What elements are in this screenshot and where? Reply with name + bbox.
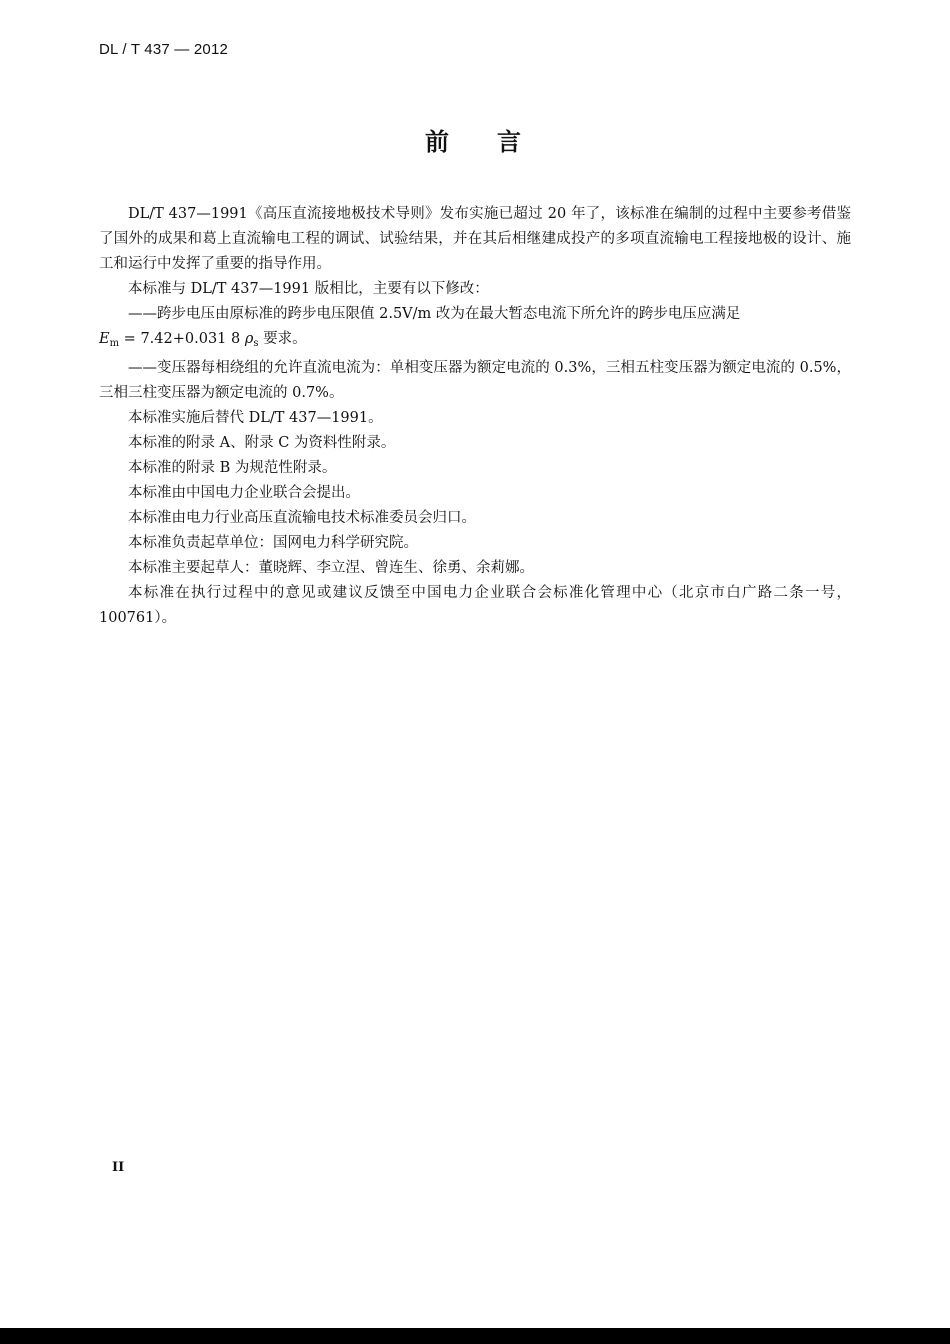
formula-subscript: m <box>109 337 120 349</box>
formula-line <box>99 327 851 357</box>
paragraph-drafting-unit: 本标准负责起草单位：国网电力科学研究院。 <box>128 534 418 551</box>
formula-suffix: 要求。 <box>258 330 307 347</box>
document-body <box>99 202 851 630</box>
paragraph-proposer: 本标准由中国电力企业联合会提出。 <box>128 484 360 501</box>
paragraph-drafters: 本标准主要起草人：董晓辉、李立涅、曾连生、徐勇、余莉娜。 <box>128 559 534 576</box>
formula-rho: ρ <box>244 330 254 347</box>
page-bottom-border <box>0 1328 950 1344</box>
title-char-2: 言 <box>497 128 525 156</box>
paragraph-transformer: ——变压器每相绕组的允许直流电流为：单相变压器为额定电流的 0.3%，三相五柱变压器为额定电流的 0.5%，三相三柱变压器为额定电流的 0.7%。 <box>99 360 851 402</box>
formula-expression: = 7.42+0.031 8 <box>119 330 245 347</box>
standard-code-header: DL / T 437 — 2012 <box>99 41 229 58</box>
paragraph-feedback: 本标准在执行过程中的意见或建议反馈至中国电力企业联合会标准化管理中心（北京市白广路二条一号，100761）。 <box>99 584 851 626</box>
paragraph-intro: DL/T 437—1991《高压直流接地极技术导则》发布实施已超过 20 年了，该标准在编制的过程中主要参考借鉴了国外的成果和葛上直流输电工程的调试、试验结果，并在其后相继建成投产的多项直流输电工程接地极的设计、施工和运行中发挥了重要的指导作用。 <box>99 206 851 272</box>
formula-rho-subscript: s <box>253 337 259 349</box>
paragraph-changes-intro: 本标准与 DL/T 437—1991 版相比，主要有以下修改： <box>128 280 489 297</box>
page-number: II <box>112 1160 125 1175</box>
paragraph-normative-appendix: 本标准的附录 B 为规范性附录。 <box>128 460 337 477</box>
paragraph-informative-appendix: 本标准的附录 A、附录 C 为资料性附录。 <box>128 435 396 452</box>
formula-symbol: E <box>99 330 110 347</box>
page-title <box>0 122 950 157</box>
paragraph-replacement: 本标准实施后替代 DL/T 437—1991。 <box>128 410 383 427</box>
title-char-1: 前 <box>425 128 453 156</box>
paragraph-committee: 本标准由电力行业高压直流输电技术标准委员会归口。 <box>128 509 476 526</box>
paragraph-step-voltage: ——跨步电压由原标准的跨步电压限值 2.5V/m 改为在最大暂态电流下所允许的跨步电压应满足 <box>128 305 741 322</box>
